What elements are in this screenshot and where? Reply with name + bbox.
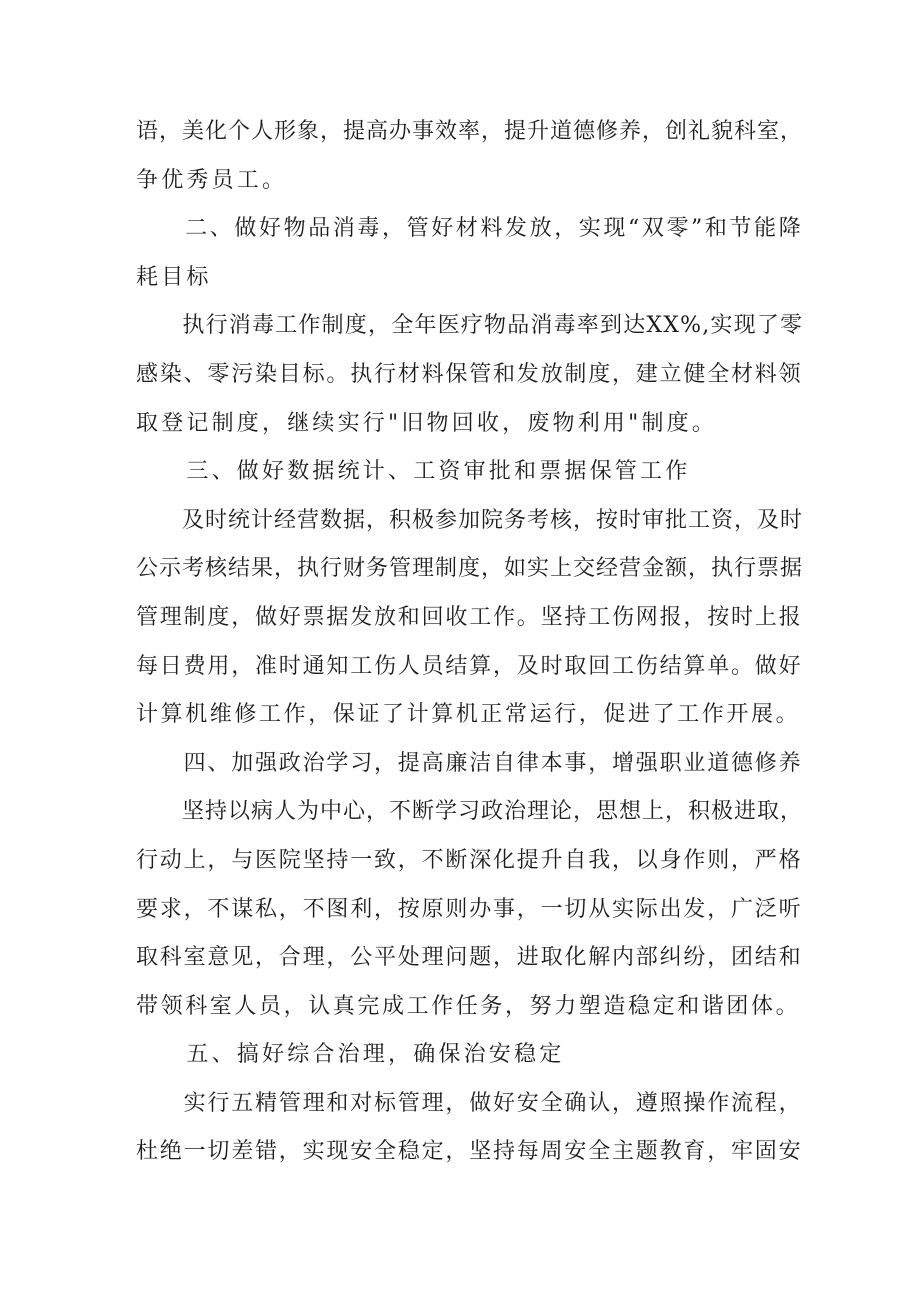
text-line: 行动上，与医院坚持一致，不断深化提升自我，以身作则，严格 (136, 847, 803, 873)
text-line: 感染、零污染目标。执行材料保管和发放制度，建立健全材料领 (136, 361, 803, 387)
text-line: 实行五精管理和对标管理，做好安全确认，遵照操作流程， (136, 1090, 803, 1116)
text-line: 取科室意见，合理，公平处理问题，进取化解内部纠纷，团结和 (136, 945, 803, 971)
text-line: 公示考核结果，执行财务管理制度，如实上交经营金额，执行票据 (136, 556, 804, 582)
text-line: 语，美化个人形象，提高办事效率，提升道德修养，创礼貌科室， (136, 119, 804, 144)
document-body (136, 108, 804, 1177)
text-line: 每日费用，准时通知工伤人员结算，及时取回工伤结算单。做好 (136, 653, 803, 679)
text-line: 争优秀员工。 (136, 167, 288, 193)
text-line: 及时统计经营数据，积极参加院务考核，按时审批工资，及时 (136, 507, 804, 533)
text-line: 带领科室人员，认真完成工作任务，努力塑造稳定和谐团体。 (136, 993, 801, 1019)
text-line: 取登记制度，继续实行"旧物回收，废物利用"制度。 (136, 410, 718, 436)
text-line: 杜绝一切差错，实现安全稳定，坚持每周安全主题教育，牢固安 (136, 1139, 803, 1165)
section-heading-line: 二、做好物品消毒，管好材料发放，实现“双零”和节能降 (136, 216, 804, 242)
text-line: 坚持以病人为中心，不断学习政治理论，思想上，积极进取， (136, 799, 804, 825)
text-line: 管理制度，做好票据发放和回收工作。坚持工伤网报，按时上报 (136, 604, 803, 630)
section-heading-line: 耗目标 (136, 264, 212, 290)
section-heading-line: 五、搞好综合治理，确保治安稳定 (136, 1042, 565, 1068)
section-heading-line: 三、做好数据统计、工资审批和票据保管工作 (136, 459, 691, 485)
text-line: 计算机维修工作，保证了计算机正常运行，促进了工作开展。 (136, 702, 801, 728)
text-line: 执行消毒工作制度，全年医疗物品消毒率到达XX%,实现了零 (136, 313, 804, 339)
text-line: 要求，不谋私，不图利，按原则办事，一切从实际出发，广泛听 (136, 896, 803, 922)
section-heading-line: 四、加强政治学习，提高廉洁自律本事，增强职业道德修养 (136, 750, 803, 776)
